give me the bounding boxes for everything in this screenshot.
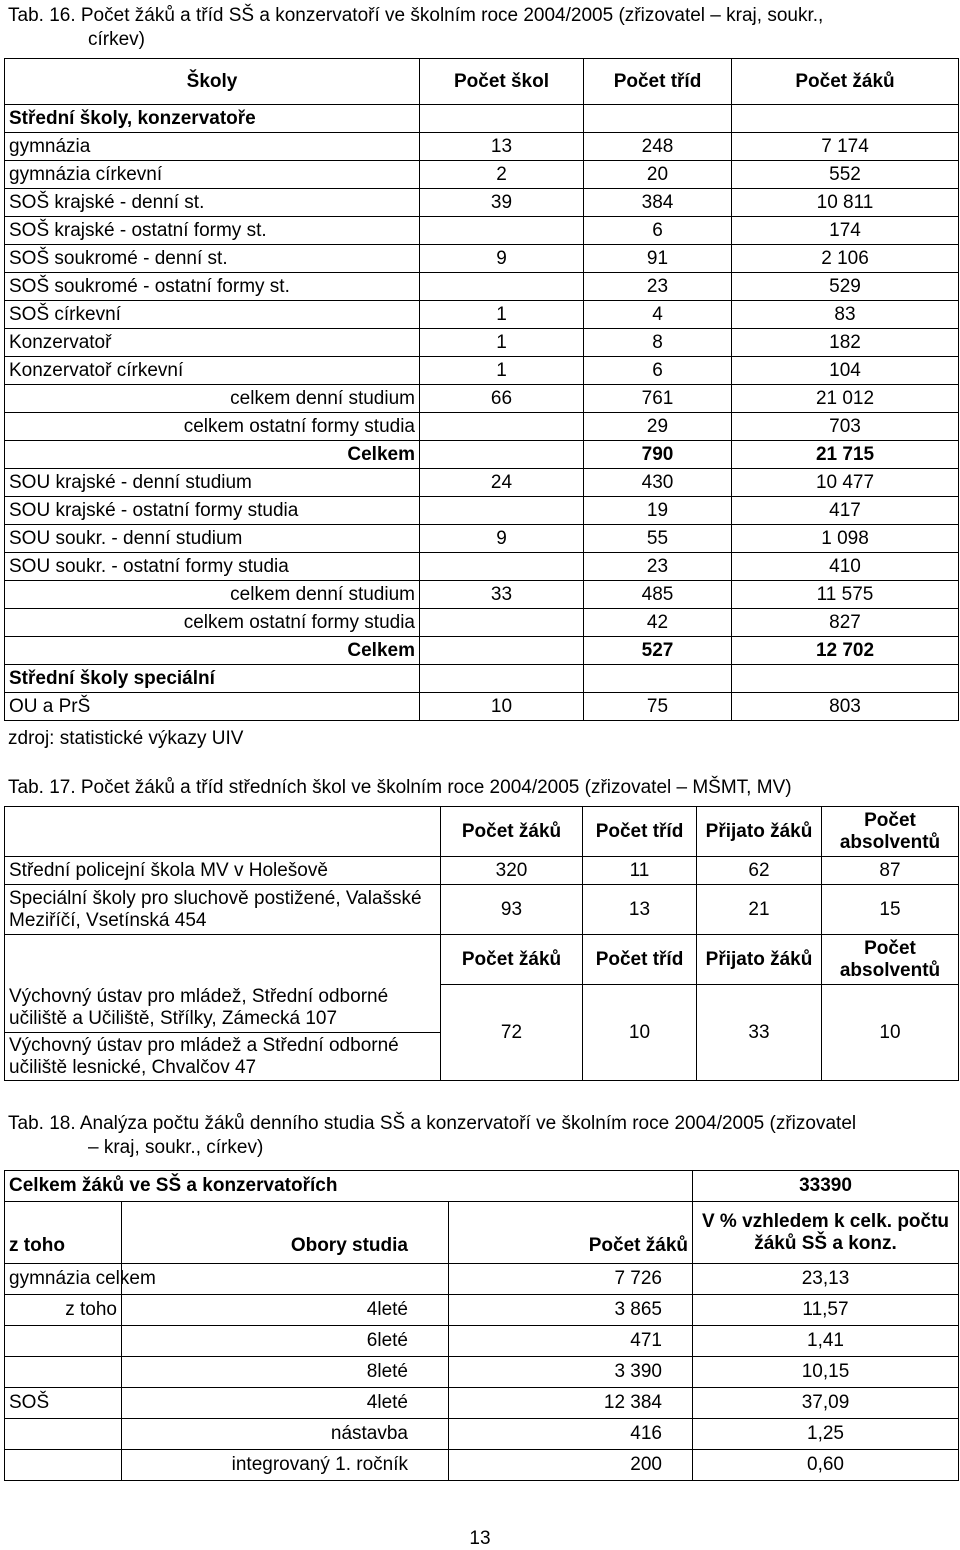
header-graduates: Počet absolventů bbox=[822, 935, 959, 985]
empty-cell bbox=[732, 665, 959, 693]
table-row bbox=[5, 189, 959, 217]
table16 bbox=[4, 58, 959, 721]
school-count: 1 bbox=[420, 329, 584, 357]
percent: 10,15 bbox=[693, 1357, 959, 1388]
program: 8leté bbox=[122, 1357, 449, 1388]
table16-caption-line1: Tab. 16. Počet žáků a tříd SŠ a konzervatoří ve školním roce 2004/2005 (zřizovatel – kraj, soukr., bbox=[8, 5, 824, 26]
school-count bbox=[420, 637, 584, 665]
table16-caption-line2: církev) bbox=[88, 29, 145, 50]
row-label: Celkem bbox=[5, 637, 420, 665]
pupil-count: 174 bbox=[732, 217, 959, 245]
row-label: celkem ostatní formy studia bbox=[5, 609, 420, 637]
class-count: 485 bbox=[584, 581, 732, 609]
empty-cell bbox=[584, 105, 732, 133]
class-count: 23 bbox=[584, 553, 732, 581]
percent: 1,25 bbox=[693, 1419, 959, 1450]
admitted: 33 bbox=[697, 985, 822, 1081]
school-count: 33 bbox=[420, 581, 584, 609]
pupil-count: 7 726 bbox=[449, 1264, 693, 1295]
row-label: SOU krajské - ostatní formy studia bbox=[5, 497, 420, 525]
class-count: 430 bbox=[584, 469, 732, 497]
row-label: SOŠ soukromé - denní st. bbox=[5, 245, 420, 273]
empty-cell bbox=[732, 105, 959, 133]
table-row bbox=[5, 329, 959, 357]
program bbox=[122, 1264, 449, 1295]
program: 4leté bbox=[122, 1295, 449, 1326]
percent: 1,41 bbox=[693, 1326, 959, 1357]
table16-section-row bbox=[5, 665, 959, 693]
table18-total-row bbox=[5, 1171, 959, 1202]
source-note: zdroj: statistické výkazy UIV bbox=[8, 728, 244, 749]
class-count: 91 bbox=[584, 245, 732, 273]
class-count: 19 bbox=[584, 497, 732, 525]
table-row bbox=[5, 273, 959, 301]
table-row bbox=[5, 1450, 959, 1481]
admitted: 62 bbox=[697, 857, 822, 885]
class-count: 75 bbox=[584, 693, 732, 721]
empty-cell bbox=[5, 935, 441, 985]
table-row bbox=[5, 469, 959, 497]
header-pupils: Počet žáků bbox=[441, 935, 583, 985]
table-row bbox=[5, 161, 959, 189]
table-row bbox=[5, 133, 959, 161]
pupil-count: 11 575 bbox=[732, 581, 959, 609]
table-row bbox=[5, 1419, 959, 1450]
header-pupils: Počet žáků bbox=[449, 1202, 693, 1264]
pupils: 93 bbox=[441, 885, 583, 935]
row-label: Celkem bbox=[5, 441, 420, 469]
pupils: 72 bbox=[441, 985, 583, 1081]
empty-cell bbox=[420, 105, 584, 133]
pupil-count: 12 702 bbox=[732, 637, 959, 665]
header-subset: z toho bbox=[5, 1202, 122, 1264]
subset-label bbox=[5, 1450, 122, 1481]
class-count: 527 bbox=[584, 637, 732, 665]
table-row bbox=[5, 581, 959, 609]
table-row bbox=[5, 1326, 959, 1357]
school-count bbox=[420, 413, 584, 441]
pupil-count: 471 bbox=[449, 1326, 693, 1357]
table16-section-row bbox=[5, 105, 959, 133]
row-label: SOU soukr. - denní studium bbox=[5, 525, 420, 553]
school-count bbox=[420, 441, 584, 469]
school-count: 66 bbox=[420, 385, 584, 413]
table18-header-row bbox=[5, 1202, 959, 1264]
school-count: 2 bbox=[420, 161, 584, 189]
table-row bbox=[5, 1357, 959, 1388]
table-row bbox=[5, 857, 959, 885]
program: 6leté bbox=[122, 1326, 449, 1357]
table-row bbox=[5, 885, 959, 935]
subset-label: gymnázia celkem bbox=[5, 1264, 122, 1295]
row-label: Konzervatoř církevní bbox=[5, 357, 420, 385]
class-count: 8 bbox=[584, 329, 732, 357]
classes: 11 bbox=[583, 857, 697, 885]
empty-cell bbox=[449, 1171, 693, 1202]
pupil-count: 7 174 bbox=[732, 133, 959, 161]
page-number: 13 bbox=[469, 1528, 491, 1549]
school-count: 10 bbox=[420, 693, 584, 721]
table18-body bbox=[5, 1264, 959, 1481]
row-label: celkem ostatní formy studia bbox=[5, 413, 420, 441]
graduates: 87 bbox=[822, 857, 959, 885]
class-count: 20 bbox=[584, 161, 732, 189]
school-count bbox=[420, 497, 584, 525]
row-label: celkem denní studium bbox=[5, 581, 420, 609]
row-label: SOŠ krajské - denní st. bbox=[5, 189, 420, 217]
table-row bbox=[5, 217, 959, 245]
pupil-count: 182 bbox=[732, 329, 959, 357]
pupil-count: 417 bbox=[732, 497, 959, 525]
percent: 37,09 bbox=[693, 1388, 959, 1419]
table-row bbox=[5, 357, 959, 385]
row-label: SOŠ soukromé - ostatní formy st. bbox=[5, 273, 420, 301]
class-count: 790 bbox=[584, 441, 732, 469]
header-schools: Školy bbox=[5, 59, 420, 105]
pupil-count: 703 bbox=[732, 413, 959, 441]
classes: 13 bbox=[583, 885, 697, 935]
table-row bbox=[5, 413, 959, 441]
pupils: 320 bbox=[441, 857, 583, 885]
school-count: 1 bbox=[420, 301, 584, 329]
pupil-count: 552 bbox=[732, 161, 959, 189]
header-school-count: Počet škol bbox=[420, 59, 584, 105]
table17 bbox=[4, 806, 959, 1081]
class-count: 55 bbox=[584, 525, 732, 553]
row-label: Výchovný ústav pro mládež a Střední odborné učiliště lesnické, Chvalčov 47 bbox=[5, 1033, 441, 1081]
table-row bbox=[5, 441, 959, 469]
graduates: 10 bbox=[822, 985, 959, 1081]
header-class-count: Počet tříd bbox=[584, 59, 732, 105]
pupil-count: 2 106 bbox=[732, 245, 959, 273]
pupil-count: 10 811 bbox=[732, 189, 959, 217]
pupil-count: 12 384 bbox=[449, 1388, 693, 1419]
school-count: 1 bbox=[420, 357, 584, 385]
subset-label bbox=[5, 1357, 122, 1388]
table16-body bbox=[5, 133, 959, 665]
class-count: 29 bbox=[584, 413, 732, 441]
table-row bbox=[5, 525, 959, 553]
table-row bbox=[5, 693, 959, 721]
pupil-count: 1 098 bbox=[732, 525, 959, 553]
empty-cell bbox=[584, 665, 732, 693]
percent: 11,57 bbox=[693, 1295, 959, 1326]
header-classes: Počet tříd bbox=[583, 935, 697, 985]
pupil-count: 21 012 bbox=[732, 385, 959, 413]
table-row bbox=[5, 1388, 959, 1419]
table-row bbox=[5, 385, 959, 413]
table17-header-row bbox=[5, 807, 959, 857]
row-label: gymnázia církevní bbox=[5, 161, 420, 189]
class-count: 42 bbox=[584, 609, 732, 637]
row-label: SOŠ krajské - ostatní formy st. bbox=[5, 217, 420, 245]
subset-label bbox=[5, 1419, 122, 1450]
pupil-count: 200 bbox=[449, 1450, 693, 1481]
program: 4leté bbox=[122, 1388, 449, 1419]
subset-label: SOŠ bbox=[5, 1388, 122, 1419]
school-count: 13 bbox=[420, 133, 584, 161]
school-count: 9 bbox=[420, 245, 584, 273]
table-row bbox=[5, 637, 959, 665]
pupil-count: 529 bbox=[732, 273, 959, 301]
header-admitted: Přijato žáků bbox=[697, 935, 822, 985]
subset-label bbox=[5, 1326, 122, 1357]
header-classes: Počet tříd bbox=[583, 807, 697, 857]
section-label: Střední školy speciální bbox=[5, 665, 420, 693]
class-count: 6 bbox=[584, 357, 732, 385]
empty-cell bbox=[5, 807, 441, 857]
school-count: 24 bbox=[420, 469, 584, 497]
school-count bbox=[420, 217, 584, 245]
row-label: gymnázia bbox=[5, 133, 420, 161]
graduates: 15 bbox=[822, 885, 959, 935]
table-row bbox=[5, 1264, 959, 1295]
row-label: Střední policejní škola MV v Holešově bbox=[5, 857, 441, 885]
table-row bbox=[5, 1295, 959, 1326]
table18 bbox=[4, 1170, 959, 1481]
class-count: 248 bbox=[584, 133, 732, 161]
total-label: Celkem žáků ve SŠ a konzervatořích bbox=[5, 1171, 449, 1202]
pupil-count: 410 bbox=[732, 553, 959, 581]
table-row bbox=[5, 301, 959, 329]
table-row bbox=[5, 245, 959, 273]
percent: 23,13 bbox=[693, 1264, 959, 1295]
row-label: SOU soukr. - ostatní formy studia bbox=[5, 553, 420, 581]
table18-caption-line1: Tab. 18. Analýza počtu žáků denního studia SŠ a konzervatoří ve školním roce 2004/2005 (zřizovatel bbox=[8, 1113, 857, 1134]
empty-cell bbox=[420, 665, 584, 693]
table16-header-row bbox=[5, 59, 959, 105]
row-label: OU a PrŠ bbox=[5, 693, 420, 721]
table17-caption: Tab. 17. Počet žáků a tříd středních škol ve školním roce 2004/2005 (zřizovatel – MŠMT, MV) bbox=[8, 777, 792, 798]
pupil-count: 3 865 bbox=[449, 1295, 693, 1326]
header-pupils: Počet žáků bbox=[441, 807, 583, 857]
row-label: Speciální školy pro sluchově postižené, Valašské Meziříčí, Vsetínská 454 bbox=[5, 885, 441, 935]
header-graduates: Počet absolventů bbox=[822, 807, 959, 857]
table18-caption bbox=[8, 1112, 856, 1160]
percent: 0,60 bbox=[693, 1450, 959, 1481]
pupil-count: 803 bbox=[732, 693, 959, 721]
row-label: SOŠ církevní bbox=[5, 301, 420, 329]
table-row bbox=[5, 553, 959, 581]
table-row bbox=[5, 609, 959, 637]
header-pupil-count: Počet žáků bbox=[732, 59, 959, 105]
table17-subheader-row bbox=[5, 935, 959, 985]
program: nástavba bbox=[122, 1419, 449, 1450]
school-count bbox=[420, 609, 584, 637]
school-count bbox=[420, 273, 584, 301]
pupil-count: 3 390 bbox=[449, 1357, 693, 1388]
row-label: Konzervatoř bbox=[5, 329, 420, 357]
table18-caption-line2: – kraj, soukr., církev) bbox=[88, 1137, 264, 1158]
header-programs: Obory studia bbox=[122, 1202, 449, 1264]
table-row bbox=[5, 985, 959, 1033]
row-label: celkem denní studium bbox=[5, 385, 420, 413]
school-count: 9 bbox=[420, 525, 584, 553]
subset-label: z toho bbox=[5, 1295, 122, 1326]
school-count bbox=[420, 553, 584, 581]
class-count: 6 bbox=[584, 217, 732, 245]
header-percent: V % vzhledem k celk. počtu žáků SŠ a konz. bbox=[693, 1202, 959, 1264]
admitted: 21 bbox=[697, 885, 822, 935]
header-admitted: Přijato žáků bbox=[697, 807, 822, 857]
row-label: Výchovný ústav pro mládež, Střední odborné učiliště a Učiliště, Střílky, Zámecká 107 bbox=[5, 985, 441, 1033]
class-count: 761 bbox=[584, 385, 732, 413]
pupil-count: 83 bbox=[732, 301, 959, 329]
class-count: 384 bbox=[584, 189, 732, 217]
class-count: 4 bbox=[584, 301, 732, 329]
pupil-count: 21 715 bbox=[732, 441, 959, 469]
row-label: SOU krajské - denní studium bbox=[5, 469, 420, 497]
classes: 10 bbox=[583, 985, 697, 1081]
school-count: 39 bbox=[420, 189, 584, 217]
section-label: Střední školy, konzervatoře bbox=[5, 105, 420, 133]
pupil-count: 104 bbox=[732, 357, 959, 385]
table16-caption bbox=[8, 4, 823, 52]
pupil-count: 827 bbox=[732, 609, 959, 637]
program: integrovaný 1. ročník bbox=[122, 1450, 449, 1481]
class-count: 23 bbox=[584, 273, 732, 301]
table-row bbox=[5, 497, 959, 525]
total-value: 33390 bbox=[693, 1171, 959, 1202]
pupil-count: 10 477 bbox=[732, 469, 959, 497]
pupil-count: 416 bbox=[449, 1419, 693, 1450]
